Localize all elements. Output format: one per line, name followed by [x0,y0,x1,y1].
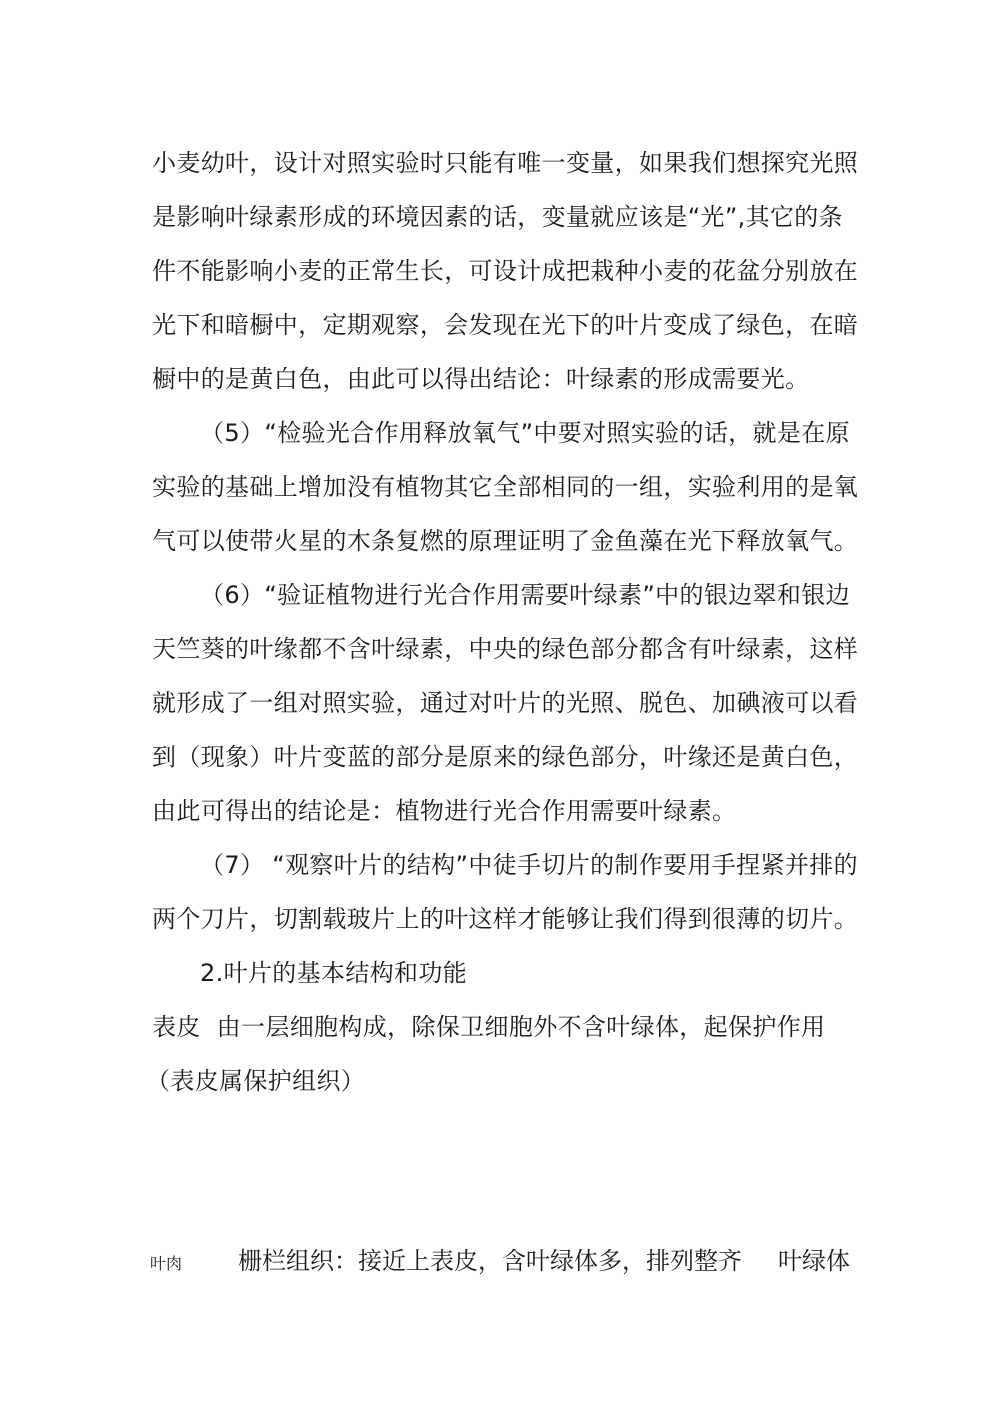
epidermis-note: （表皮属保护组织） [146,1067,366,1095]
paragraph-line: 是影响叶绿素形成的环境因素的话，变量就应该是“光”,其它的条 [152,203,843,231]
paragraph-line: 两个刀片，切割载玻片上的叶这样才能够让我们得到很薄的切片。 [152,905,859,933]
epidermis-line: 表皮 由一层细胞构成，除保卫细胞外不含叶绿体，起保护作用 [152,1013,826,1041]
mesophyll-label: 叶肉 [150,1254,183,1273]
paragraph-line: 光下和暗橱中，定期观察，会发现在光下的叶片变成了绿色，在暗 [152,311,859,339]
paragraph-line: 小麦幼叶，设计对照实验时只能有唯一变量，如果我们想探究光照 [152,149,859,177]
paragraph-line: 气可以使带火星的木条复燃的原理证明了金鱼藻在光下释放氧气。 [152,527,859,555]
paragraph-line: 就形成了一组对照实验，通过对叶片的光照、脱色、加碘液可以看 [152,689,859,717]
paragraph-line: 橱中的是黄白色，由此可以得出结论：叶绿素的形成需要光。 [152,365,810,393]
chloroplast-text: 叶绿体 [778,1247,850,1275]
paragraph-line: 实验的基础上增加没有植物其它全部相同的一组，实验利用的是氧 [152,473,859,501]
paragraph-line: （6）“验证植物进行光合作用需要叶绿素”中的银边翠和银边 [200,581,850,609]
paragraph-line: 天竺葵的叶缘都不含叶绿素，中央的绿色部分都含有叶绿素，这样 [152,635,859,663]
paragraph-line: 到（现象）叶片变蓝的部分是原来的绿色部分，叶缘还是黄白色， [152,743,859,771]
palisade-tissue-text: 栅栏组织：接近上表皮，含叶绿体多，排列整齐 [238,1247,742,1275]
paragraph-line: 件不能影响小麦的正常生长，可设计成把栽种小麦的花盆分别放在 [152,257,859,285]
paragraph-line: 由此可得出的结论是：植物进行光合作用需要叶绿素。 [152,797,737,825]
paragraph-line: （5）“检验光合作用释放氧气”中要对照实验的话，就是在原 [200,419,850,447]
paragraph-line: （7） “观察叶片的结构”中徒手切片的制作要用手捏紧并排的 [200,851,858,879]
section-heading: 2.叶片的基本结构和功能 [200,959,468,987]
